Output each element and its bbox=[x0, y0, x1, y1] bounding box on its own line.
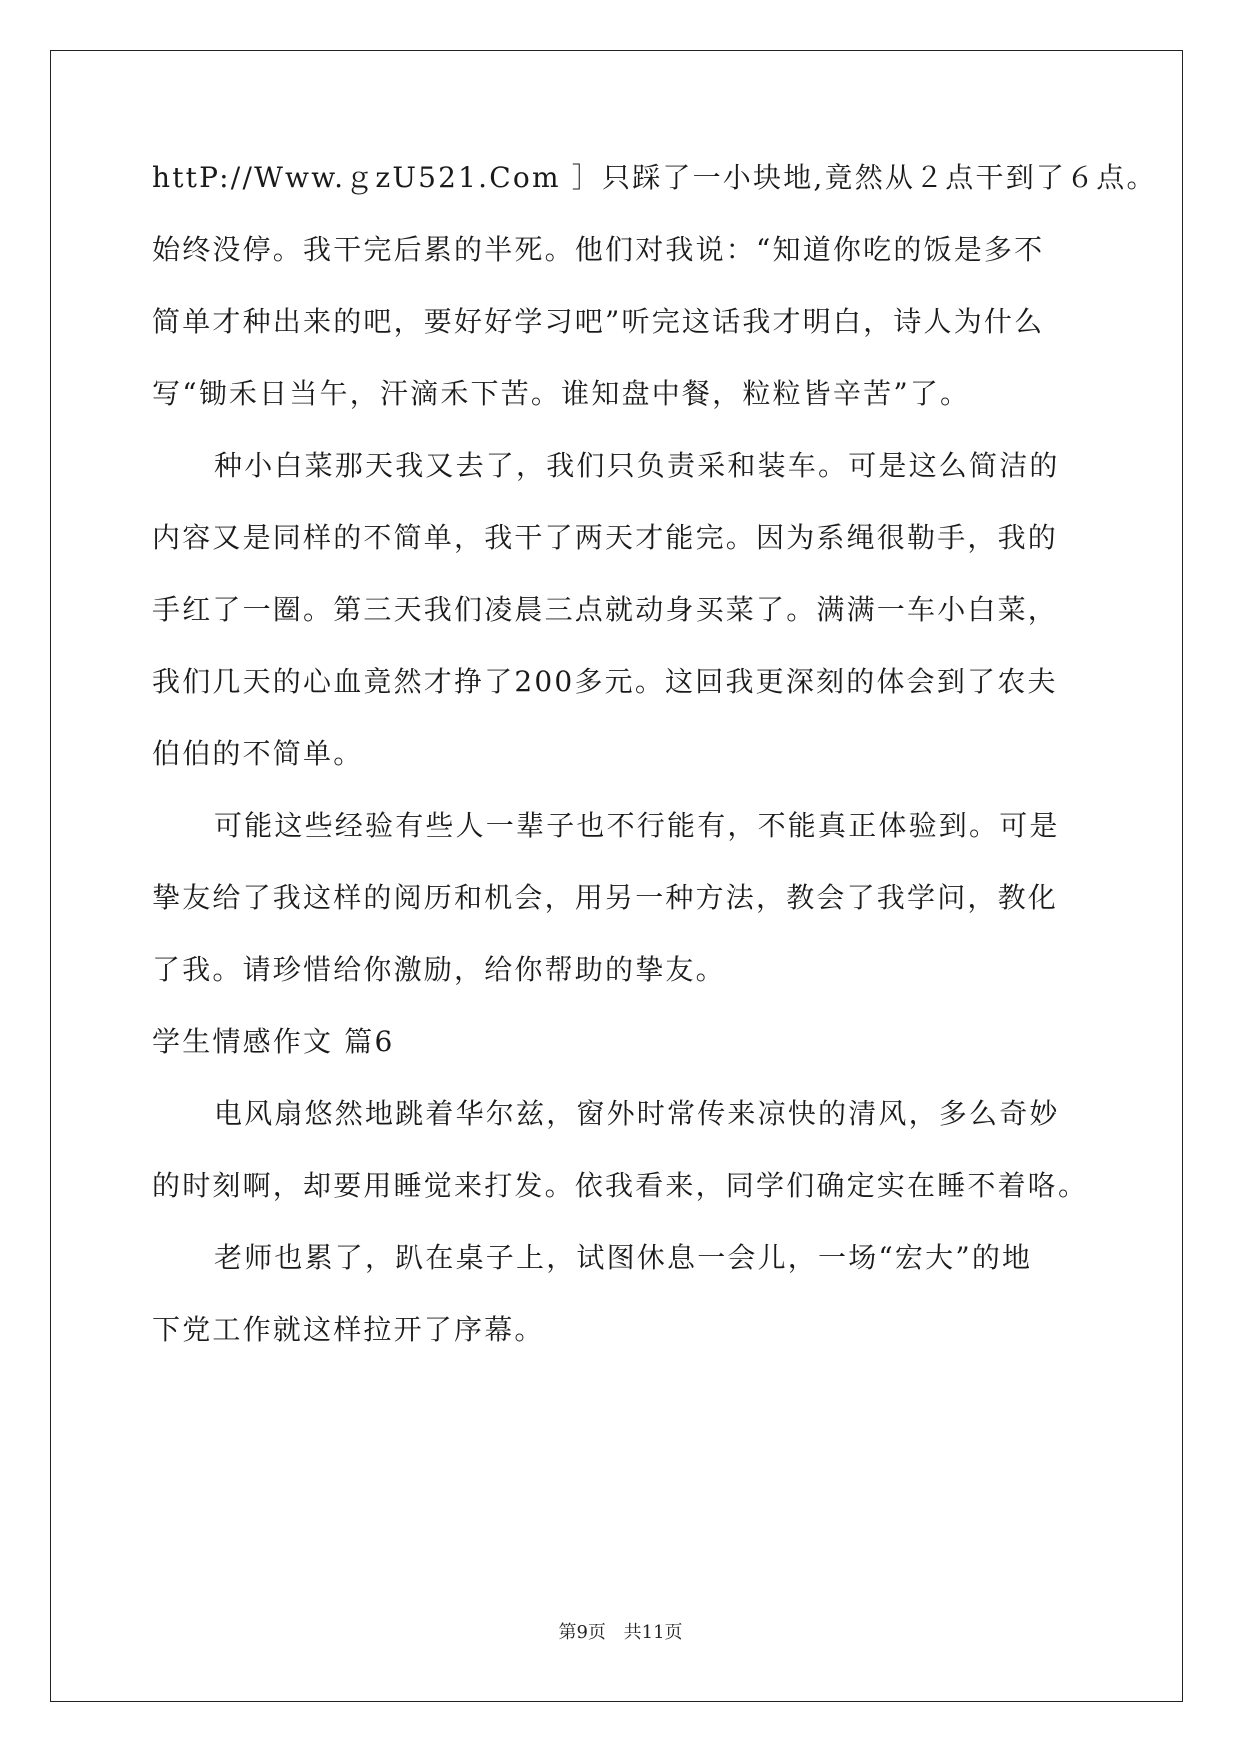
text-line: 的时刻啊，却要用睡觉来打发。依我看来，同学们确定实在睡不着咯。 bbox=[152, 1169, 1089, 1202]
text-line: 种小白菜那天我又去了，我们只负责采和装车。可是这么简洁的 bbox=[214, 449, 1060, 482]
text-line: 手红了一圈。第三天我们凌晨三点就动身买菜了。满满一车小白菜， bbox=[152, 593, 1059, 626]
text-line: 我们几天的心血竟然才挣了200多元。这回我更深刻的体会到了农夫 bbox=[152, 665, 1058, 698]
text-line: 简单才种出来的吧，要好好学习吧”听完这话我才明白，诗人为什么 bbox=[152, 305, 1045, 338]
text-line: httP://Www.ｇzU521.Com ］只踩了一小块地,竟然从２点干到了６点。 bbox=[152, 161, 1157, 194]
page-border bbox=[50, 50, 1183, 1702]
text-line: 写“锄禾日当午，汗滴禾下苦。谁知盘中餐，粒粒皆辛苦”了。 bbox=[152, 377, 971, 410]
text-line: 老师也累了，趴在桌子上，试图休息一会儿，一场“宏大”的地 bbox=[214, 1241, 1033, 1274]
text-line: 挚友给了我这样的阅历和机会，用另一种方法，教会了我学问，教化 bbox=[152, 881, 1059, 914]
text-line: 始终没停。我干完后累的半死。他们对我说：“知道你吃的饭是多不 bbox=[152, 233, 1045, 266]
page-total: 共11页 bbox=[623, 1622, 683, 1643]
text-line: 伯伯的不简单。 bbox=[152, 737, 364, 770]
text-line: 电风扇悠然地跳着华尔兹，窗外时常传来凉快的清风，多么奇妙 bbox=[214, 1097, 1060, 1130]
text-line: 了我。请珍惜给你激励，给你帮助的挚友。 bbox=[152, 953, 726, 986]
text-line: 下党工作就这样拉开了序幕。 bbox=[152, 1313, 545, 1346]
page-number: 第9页 bbox=[558, 1622, 606, 1643]
text-line: 内容又是同样的不简单，我干了两天才能完。因为系绳很勒手，我的 bbox=[152, 521, 1059, 554]
text-line: 可能这些经验有些人一辈子也不行能有，不能真正体验到。可是 bbox=[214, 809, 1060, 842]
section-heading: 学生情感作文 篇6 bbox=[152, 1025, 395, 1058]
page-footer bbox=[0, 1618, 1241, 1644]
